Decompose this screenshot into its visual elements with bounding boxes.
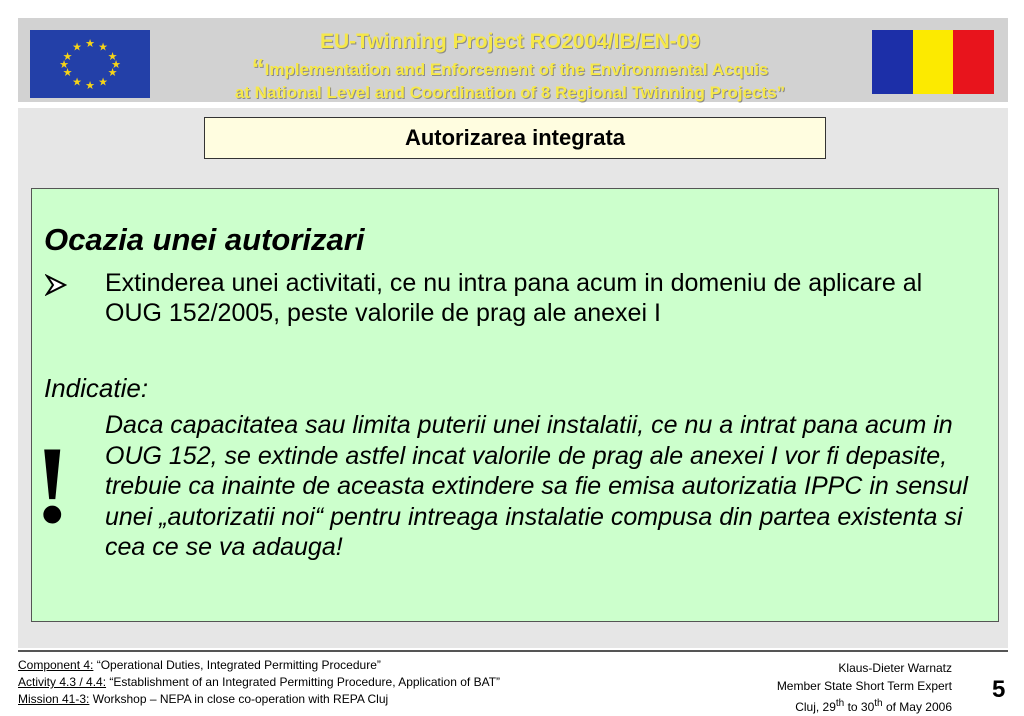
indicatie-text: Daca capacitatea sau limita puterii unei instalatii, ce nu a intrat pana acum in OUG 152, se extinde astfel incat valorile de prag ale anexei I vor fi depasite, trebuie ca inainte de aceasta extindere sa fie emisa autorizatia IPPC in sensul unei „autorizatii noi“ pentru intreaga instalatie compusa din partea existenta si cea ce se va adauga!	[105, 411, 968, 561]
arrow-bullet-icon	[45, 274, 67, 301]
page-number: 5	[992, 676, 1006, 703]
eu-flag-icon	[30, 30, 150, 98]
indicatie-label: Indicatie:	[44, 373, 149, 403]
footer-expert-info	[777, 659, 952, 716]
project-subtitle-text: Implementation and Enforcement of the Environmental Acquis	[264, 60, 769, 79]
event-date	[777, 695, 952, 716]
date-prefix: Cluj, 29	[795, 700, 836, 714]
header-title	[160, 27, 860, 101]
svg-text:★: ★	[62, 50, 73, 63]
footer-divider	[18, 650, 1008, 652]
project-subtitle-line1	[160, 55, 860, 81]
svg-text:★: ★	[62, 66, 73, 79]
exclamation-icon: !	[34, 424, 71, 546]
project-code: EU-Twinning Project RO2004/IB/EN-09	[319, 30, 701, 53]
romania-flag-icon	[872, 30, 994, 94]
bullet-text: Extinderea unei activitati, ce nu intra pana acum in domeniu de aplicare al OUG 152/2005, peste valorile de prag ale anexei I	[105, 269, 923, 327]
date-mid: to 30	[844, 700, 875, 714]
date-sup-1: th	[835, 698, 845, 709]
svg-text:★: ★	[85, 37, 95, 50]
expert-role: Member State Short Term Expert	[776, 679, 952, 693]
ro-flag-yellow	[913, 30, 954, 94]
footer-activity	[18, 674, 500, 691]
svg-text:★: ★	[59, 58, 69, 71]
component-text: “Operational Duties, Integrated Permitting Procedure”	[93, 658, 381, 672]
svg-text:★: ★	[107, 50, 118, 63]
svg-text:★: ★	[111, 58, 121, 71]
svg-text:★: ★	[107, 66, 118, 79]
open-quote: “	[251, 53, 265, 83]
svg-text:★: ★	[98, 75, 108, 89]
footer-component	[18, 657, 500, 674]
section-title: Ocazia unei autorizari	[44, 222, 365, 257]
activity-text: “Establishment of an Integrated Permitting Procedure, Application of BAT”	[106, 675, 501, 689]
footer-mission	[18, 691, 500, 708]
component-label: Component 4:	[18, 658, 94, 672]
date-suffix: of May 2006	[882, 700, 952, 714]
mission-text: Workshop – NEPA in close co-operation with REPA Cluj	[89, 692, 389, 706]
ro-flag-red	[953, 30, 994, 94]
activity-label: Activity 4.3 / 4.4:	[18, 675, 107, 689]
svg-text:★: ★	[98, 40, 108, 54]
mission-label: Mission 41-3:	[18, 692, 90, 706]
eu-stars	[30, 30, 150, 98]
expert-name: Klaus-Dieter Warnatz	[838, 661, 952, 675]
svg-text:★: ★	[85, 79, 95, 92]
svg-text:★: ★	[72, 75, 82, 89]
project-subtitle-line2: at National Level and Coordination of 8 Regional Twinning Projects”	[234, 83, 786, 102]
slide-title: Autorizarea integrata	[204, 117, 826, 159]
svg-text:★: ★	[72, 40, 82, 54]
ro-flag-blue	[872, 30, 913, 94]
footer-project-info	[18, 657, 500, 708]
date-sup-2: th	[874, 698, 883, 709]
